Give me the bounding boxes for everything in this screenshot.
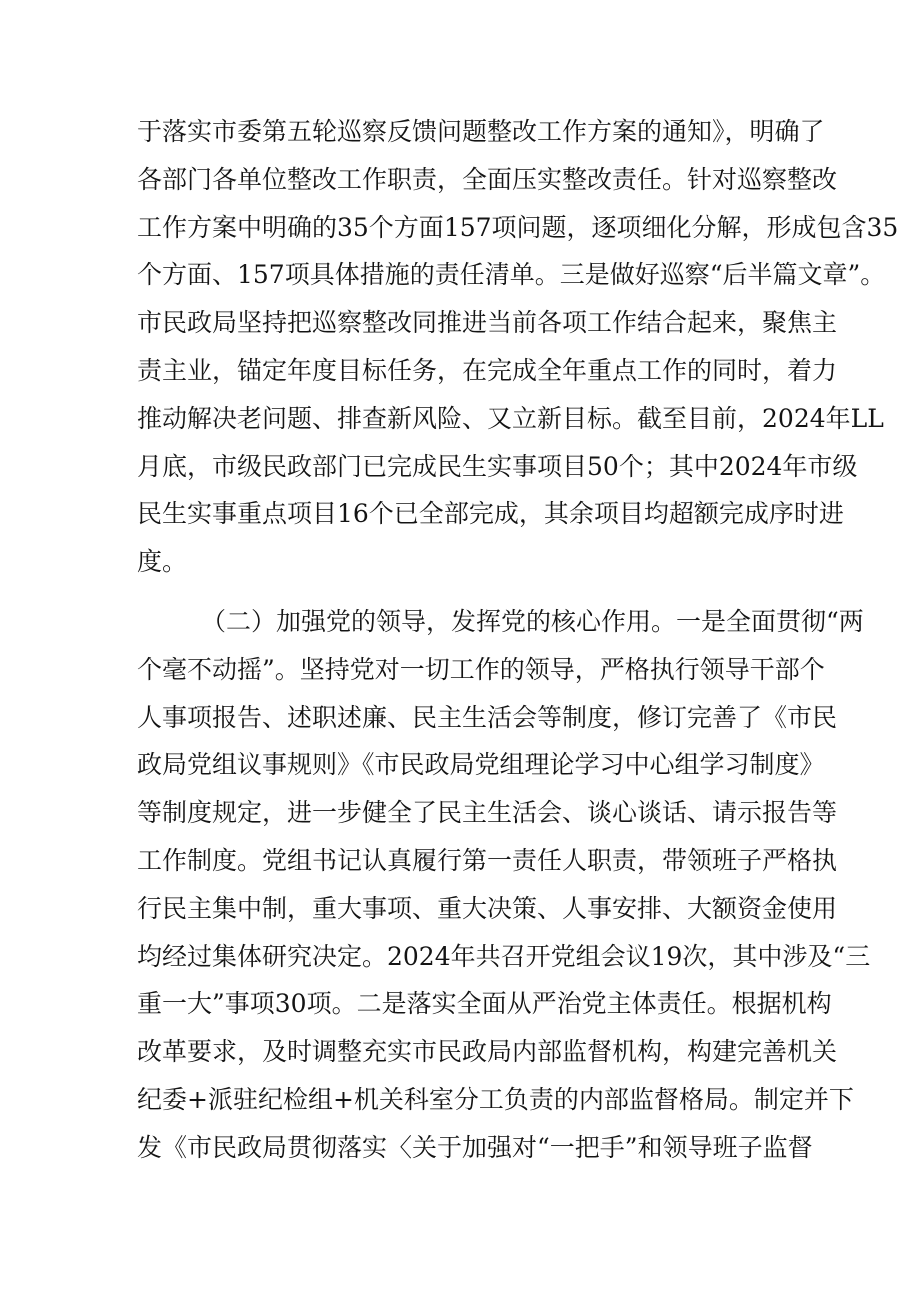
text-line: 均经过集体研究决定。2024年共召开党组会议19次，其中涉及“三 bbox=[137, 941, 871, 971]
text-line: 个毫不动摇”。坚持党对一切工作的领导，严格执行领导干部个 bbox=[137, 654, 825, 684]
paragraph-party-leadership bbox=[137, 598, 871, 1172]
text-line: 发《市民政局贯彻落实〈关于加强对“一把手”和领导班子监督 bbox=[137, 1132, 813, 1162]
text-line: 各部门各单位整改工作职责，全面压实整改责任。针对巡察整改 bbox=[137, 164, 838, 194]
text-line: 民生实事重点项目16个已全部完成，其余项目均超额完成序时进 bbox=[137, 499, 844, 529]
text-line: 重一大”事项30项。二是落实全面从严治党主体责任。根据机构 bbox=[137, 989, 832, 1019]
section-heading-line: （二）加强党的领导，发挥党的核心作用。一是全面贯彻“两 bbox=[201, 607, 864, 636]
text-line: 度。 bbox=[137, 547, 188, 577]
text-line: 纪委+派驻纪检组+机关科室分工负责的内部监督格局。制定并下 bbox=[137, 1084, 854, 1114]
text-line: 政局党组议事规则》《市民政局党组理论学习中心组学习制度》 bbox=[137, 750, 825, 780]
text-line: 改革要求，及时调整充实市民政局内部监督机构，构建完善机关 bbox=[137, 1037, 838, 1067]
text-line: 工作制度。党组书记认真履行第一责任人职责，带领班子严格执 bbox=[137, 845, 838, 875]
paragraph-inspection-rectification bbox=[137, 108, 899, 586]
text-line: 于落实市委第五轮巡察反馈问题整改工作方案的通知》，明确了 bbox=[137, 117, 825, 146]
text-line: 工作方案中明确的35个方面157项问题，逐项细化分解，形成包含35 bbox=[137, 212, 899, 242]
text-line: 行民主集中制，重大事项、重大决策、人事安排、大额资金使用 bbox=[137, 893, 838, 923]
text-line: 市民政局坚持把巡察整改同推进当前各项工作结合起来，聚焦主 bbox=[137, 308, 838, 338]
text-line: 个方面、157项具体措施的责任清单。三是做好巡察“后半篇文章”。 bbox=[137, 260, 886, 290]
text-line: 等制度规定，进一步健全了民主生活会、谈心谈话、请示报告等 bbox=[137, 798, 838, 828]
text-line: 月底，市级民政部门已完成民生实事项目50个；其中2024年市级 bbox=[137, 451, 858, 481]
text-line: 责主业，锚定年度目标任务，在完成全年重点工作的同时，着力 bbox=[137, 355, 838, 385]
text-line: 人事项报告、述职述廉、民主生活会等制度，修订完善了《市民 bbox=[137, 702, 838, 732]
text-line: 推动解决老问题、排查新风险、又立新目标。截至目前，2024年LL bbox=[137, 403, 884, 433]
